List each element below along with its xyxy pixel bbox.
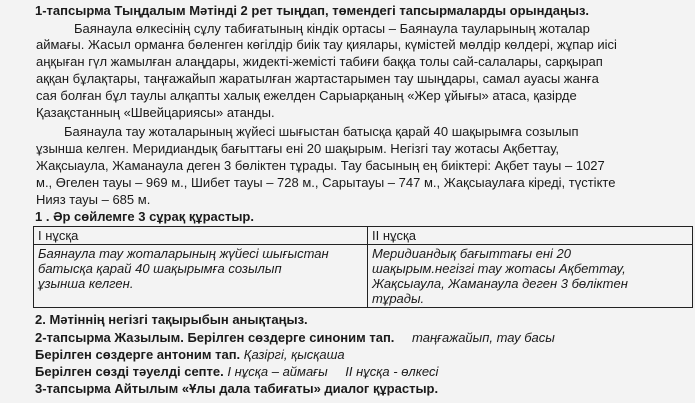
paragraph2-line: м., Өгелен тауы – 969 м., Шибет тауы – 728 м., Сарытауы – 747 м., Жақсыаулаға кіреді, түстікте (36, 175, 616, 190)
table-cell-variant2 (368, 245, 693, 308)
exercise2-title: 2. Мәтіннің негізгі тақырыбын анықтаңыз. (35, 312, 308, 327)
cell-line: батысқа қарай 40 шақырымға созылып (38, 261, 282, 276)
paragraph2-line: ұзынша келген. Меридиандық бағыттағы ені 20 шақырым. Негізгі тау жотасы Ақбеттау, (36, 141, 560, 156)
variants-table (33, 226, 693, 308)
paragraph1-line: Баянаула өлкесінің сұлу табиғатының кіндік ортасы – Баянаула тауларының жоталар (74, 21, 590, 36)
task3-title: 3-тапсырма Айтылым «Ұлы дала табиғаты» диалог құрастыр. (35, 381, 439, 396)
task2-line (35, 330, 555, 345)
cell-line: тұрады. (372, 291, 425, 306)
table-cell-variant1 (34, 245, 368, 308)
table-header-variant1: І нұсқа (34, 227, 368, 245)
decline-line (35, 364, 438, 379)
decline-label: Берілген сөзді тәуелді септе. (35, 364, 224, 379)
cell-line: Меридиандық бағыттағы ені 20 (372, 246, 572, 261)
antonym-line (35, 347, 345, 362)
cell-line: шақырым.негізгі тау жотасы Ақбеттау, (372, 261, 626, 276)
decline-variant2: ІІ нұсқа - өлкесі (345, 364, 439, 379)
table-header-row (34, 227, 693, 245)
cell-line: ұзынша келген. (38, 276, 134, 291)
exercise1-title: 1 . Әр сөйлемге 3 сұрақ құрастыр. (35, 209, 254, 224)
paragraph1-line: Қазақстанның «Швейцариясы» атанды. (36, 105, 275, 120)
paragraph2-line: Нияз тауы – 685 м. (36, 192, 151, 207)
decline-variant1: І нұсқа – аймағы (227, 364, 328, 379)
paragraph1-line: аққан бұлақтары, таңғажайып жаратылған жартастарымен тау шыңдары, самал ауасы жанға (36, 71, 599, 86)
cell-line: Жақсыаула, Жаманаула деген 3 бөліктен (372, 276, 628, 291)
paragraph2-line: Баянаула тау жоталарының жүйесі шығыстан батысқа қарай 40 шақырымға созылып (64, 124, 579, 139)
cell-line: Баянаула тау жоталарының жүйесі шығыстан (38, 246, 329, 261)
table-row (34, 245, 693, 308)
task2-words: таңғажайып, тау басы (412, 330, 555, 345)
paragraph2-line: Жақсыаула, Жаманаула деген 3 бөліктен тұрады. Тау басының ең биіктері: Ақбет тауы – 1027 (36, 158, 605, 173)
paragraph1-line: аймағы. Жасыл орманға бөленген көгілдір биік тау қиялары, күмістей мөлдір көлдері, жұпар иісі (36, 37, 617, 52)
paragraph1-line: аңқыған гүл жамылған алаңдары, жидекті-жемісті табиғи баққа толы сай-салалары, сарқырап (36, 54, 603, 69)
antonym-words: Қазіргі, қысқаша (243, 347, 345, 362)
task2-label: 2-тапсырма Жазылым. Берілген сөздерге синоним тап. (35, 330, 395, 345)
antonym-label: Берілген сөздерге антоним тап. (35, 347, 241, 362)
paragraph1-line: сая болған бұл таулы алқапты халық ежелден Сарыарқаның «Жер ұйығы» атаса, қазірде (36, 88, 577, 103)
task1-title: 1-тапсырма Тыңдалым Мәтінді 2 рет тыңдап, төмендегі тапсырмаларды орындаңыз. (35, 3, 590, 18)
table-header-variant2: ІІ нұсқа (368, 227, 693, 245)
